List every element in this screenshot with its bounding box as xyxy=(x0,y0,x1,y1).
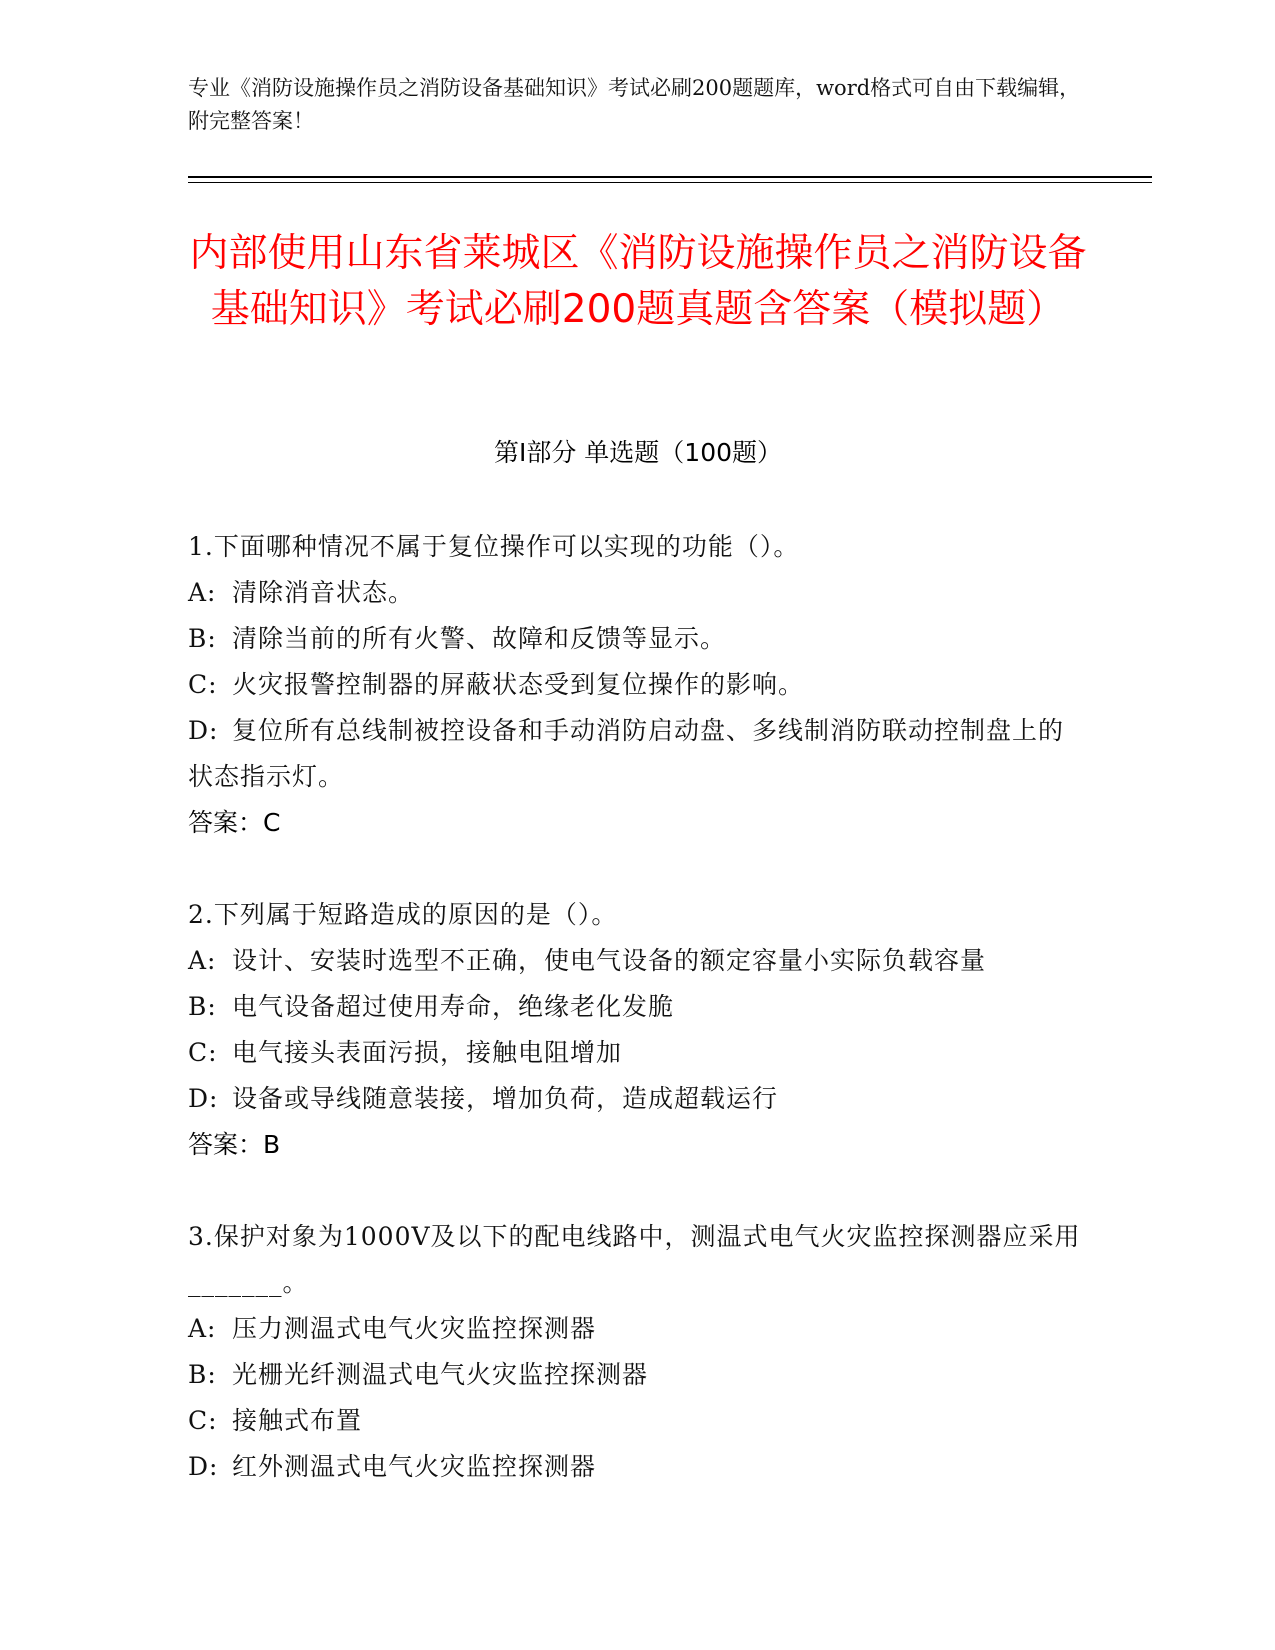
option-text: 设计、安装时选型不正确，使电气设备的额定容量小实际负载容量 xyxy=(232,946,987,975)
question-stem: 1.下面哪种情况不属于复位操作可以实现的功能（）。 xyxy=(188,532,800,561)
option-a xyxy=(188,938,1088,984)
option-letter: A: xyxy=(188,946,217,975)
option-letter: B: xyxy=(188,1360,217,1389)
option-a xyxy=(188,570,1088,616)
question-1 xyxy=(188,524,1088,846)
document-title: 内部使用山东省莱城区《消防设施操作员之消防设备基础知识》考试必刷200题真题含答案（模拟题） xyxy=(189,231,1087,332)
option-text: 压力测温式电气火灾监控探测器 xyxy=(232,1314,597,1343)
question-2 xyxy=(188,892,1088,1168)
option-letter: D: xyxy=(188,1084,219,1113)
option-text: 清除消音状态。 xyxy=(232,578,415,607)
option-c xyxy=(188,1398,1088,1444)
option-b xyxy=(188,616,1088,662)
question-stem: 3.保护对象为1000V及以下的配电线路中，测温式电气火灾监控探测器应采用_______。 xyxy=(188,1222,1081,1297)
option-text: 电气设备超过使用寿命，绝缘老化发脆 xyxy=(232,992,675,1021)
header-divider-thin xyxy=(188,182,1152,183)
option-c xyxy=(188,662,1088,708)
option-c xyxy=(188,1030,1088,1076)
option-text: 复位所有总线制被控设备和手动消防启动盘、多线制消防联动控制盘上的状态指示灯。 xyxy=(188,716,1065,791)
header-divider-thick xyxy=(188,176,1152,178)
option-d xyxy=(188,708,1088,800)
option-d xyxy=(188,1444,1088,1490)
option-d xyxy=(188,1076,1088,1122)
section-heading: 第Ⅰ部分 单选题（100题） xyxy=(493,438,783,467)
option-letter: A: xyxy=(188,578,217,607)
question-3 xyxy=(188,1214,1088,1490)
answer-line: 答案：B xyxy=(188,1130,281,1159)
option-letter: A: xyxy=(188,1314,217,1343)
option-letter: D: xyxy=(188,716,219,745)
option-letter: D: xyxy=(188,1452,219,1481)
header-note: 专业《消防设施操作员之消防设备基础知识》考试必刷200题题库，word格式可自由下载编辑，附完整答案！ xyxy=(188,76,1081,133)
option-text: 清除当前的所有火警、故障和反馈等显示。 xyxy=(232,624,727,653)
option-text: 设备或导线随意装接，增加负荷，造成超载运行 xyxy=(232,1084,779,1113)
option-text: 光栅光纤测温式电气火灾监控探测器 xyxy=(232,1360,649,1389)
option-letter: B: xyxy=(188,624,217,653)
answer-line: 答案：C xyxy=(188,808,281,837)
option-letter: C: xyxy=(188,1038,218,1067)
option-letter: B: xyxy=(188,992,217,1021)
option-text: 红外测温式电气火灾监控探测器 xyxy=(232,1452,597,1481)
option-text: 接触式布置 xyxy=(232,1406,363,1435)
option-text: 电气接头表面污损，接触电阻增加 xyxy=(232,1038,623,1067)
option-letter: C: xyxy=(188,670,218,699)
option-letter: C: xyxy=(188,1406,218,1435)
question-list xyxy=(188,524,1088,1536)
question-stem: 2.下列属于短路造成的原因的是（）。 xyxy=(188,900,618,929)
option-text: 火灾报警控制器的屏蔽状态受到复位操作的影响。 xyxy=(232,670,805,699)
option-b xyxy=(188,984,1088,1030)
option-b xyxy=(188,1352,1088,1398)
option-a xyxy=(188,1306,1088,1352)
